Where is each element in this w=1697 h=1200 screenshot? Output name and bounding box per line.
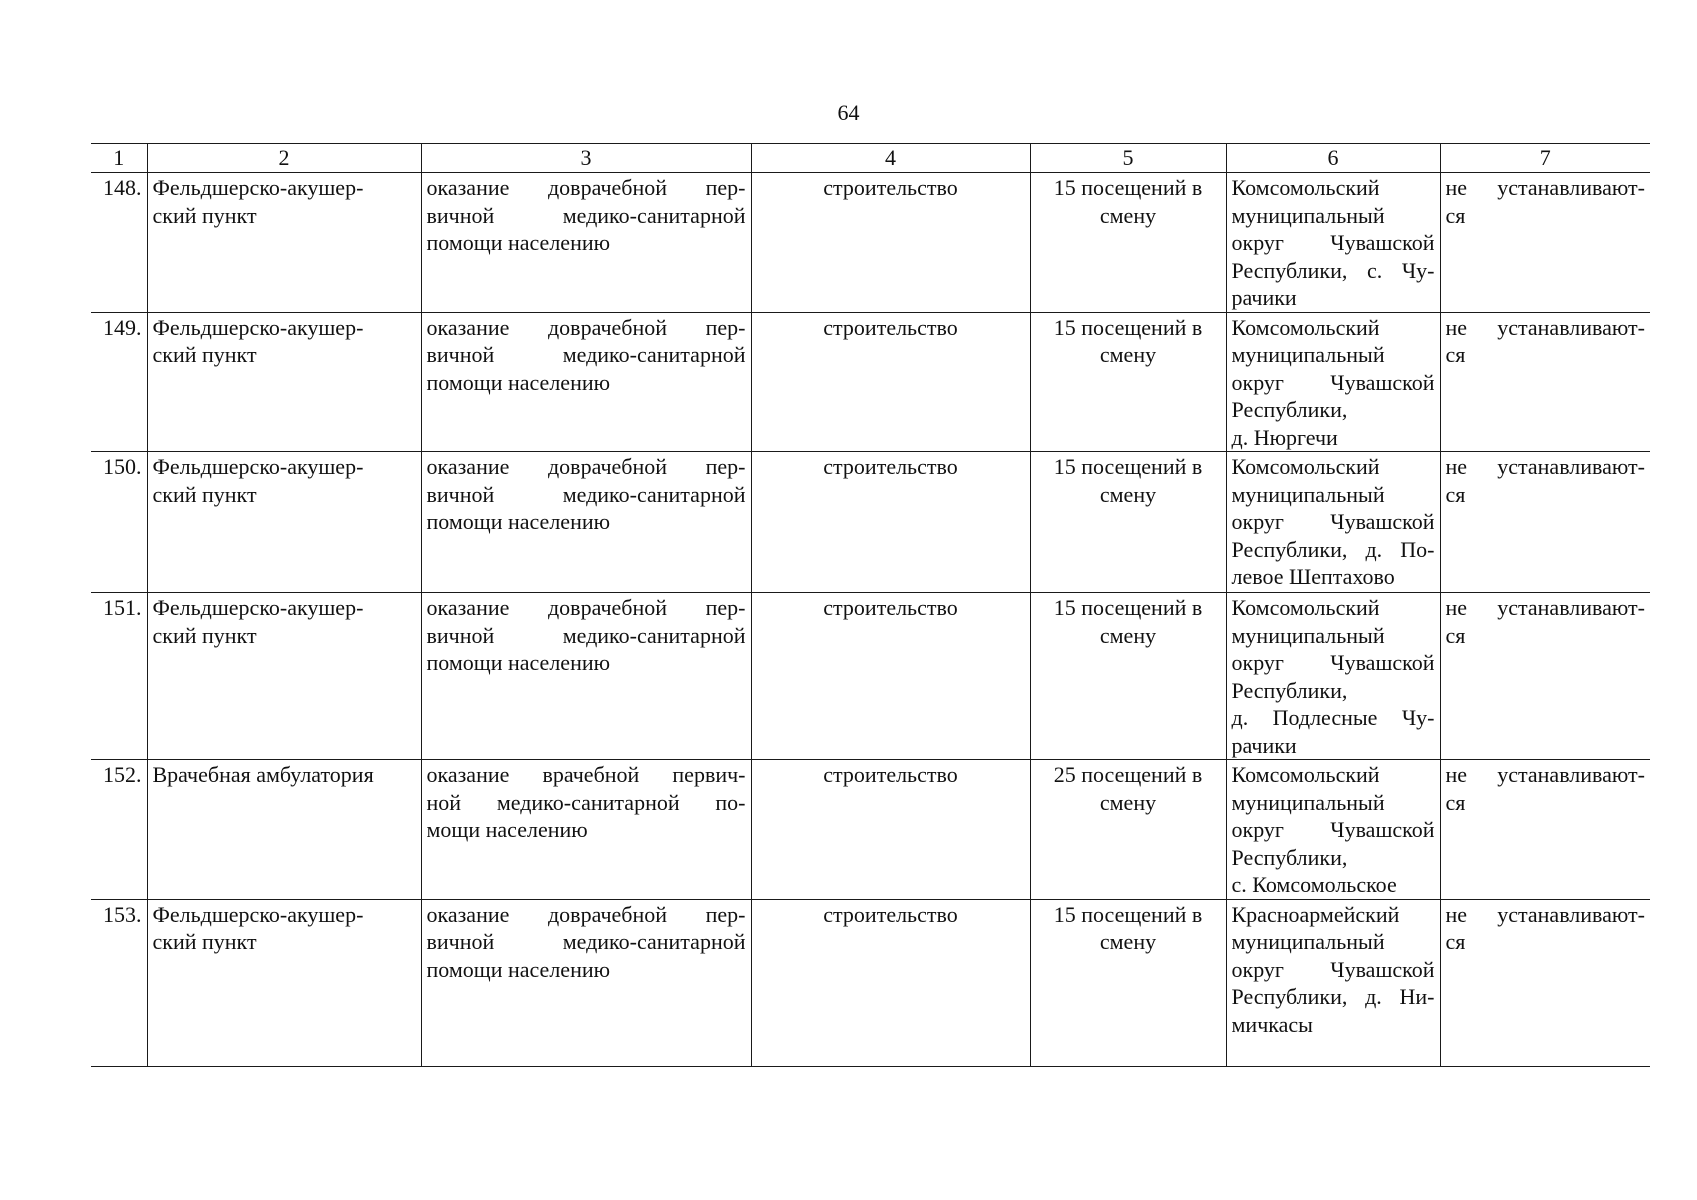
cell-line: не устанавливают-: [1445, 314, 1645, 340]
facility-purpose: [421, 173, 751, 313]
cell-line: Республики,: [1231, 677, 1348, 703]
cell-line: не устанавливают-: [1445, 762, 1645, 787]
cell-line: д. Нюргечи: [1231, 424, 1338, 450]
facility-capacity: [1030, 593, 1226, 760]
cell-line: 15 посещений в: [1053, 454, 1203, 479]
cell-line: 15 посещений в: [1053, 175, 1203, 200]
facility-name: [147, 452, 421, 593]
cell-line: помощи населению: [426, 650, 611, 675]
column-header: 5: [1030, 144, 1226, 173]
cell-line: смену: [1099, 929, 1157, 954]
cell-line: Фельдшерско-акушер-: [152, 901, 364, 927]
facility-location: [1226, 452, 1440, 593]
cell-line: ся: [1445, 481, 1466, 507]
work-type: строительство: [751, 312, 1030, 452]
table-body: [91, 173, 1650, 1067]
column-header: 6: [1226, 144, 1440, 173]
cell-line: 15 посещений в: [1053, 314, 1203, 340]
table-row: [91, 760, 1650, 900]
cell-line: вичной медико-санитарной: [426, 929, 746, 954]
cell-line: мичкасы: [1231, 1011, 1313, 1037]
facility-location: [1226, 899, 1440, 1066]
column-header: 2: [147, 144, 421, 173]
column-header: 4: [751, 144, 1030, 173]
cell-line: округ Чувашской: [1231, 650, 1435, 675]
zone-info: [1440, 899, 1650, 1066]
facility-name: [147, 760, 421, 900]
cell-line: ский пункт: [152, 929, 257, 954]
cell-line: муниципальный: [1231, 481, 1385, 507]
cell-line: оказание доврачебной пер-: [426, 175, 746, 200]
cell-line: Фельдшерско-акушер-: [152, 454, 364, 479]
zone-info: [1440, 760, 1650, 900]
facility-location: [1226, 312, 1440, 452]
cell-line: ский пункт: [152, 202, 257, 228]
cell-line: не устанавливают-: [1445, 175, 1645, 200]
cell-line: рачики: [1231, 732, 1297, 758]
cell-line: оказание доврачебной пер-: [426, 595, 746, 620]
table-row: [91, 173, 1650, 313]
cell-line: не устанавливают-: [1445, 595, 1645, 620]
cell-line: Фельдшерско-акушер-: [152, 314, 364, 340]
cell-line: левое Шептахово: [1231, 564, 1395, 589]
facility-capacity: [1030, 173, 1226, 313]
cell-line: муниципальный: [1231, 622, 1385, 648]
cell-line: вичной медико-санитарной: [426, 342, 746, 367]
cell-line: Комсомольский: [1231, 595, 1380, 620]
cell-line: оказание доврачебной пер-: [426, 454, 746, 479]
cell-line: смену: [1099, 202, 1157, 228]
cell-line: муниципальный: [1231, 929, 1385, 954]
row-number: 148.: [91, 173, 147, 313]
table-row: [91, 452, 1650, 593]
facility-purpose: [421, 760, 751, 900]
cell-line: ной медико-санитарной по-: [426, 789, 746, 815]
cell-line: не устанавливают-: [1445, 901, 1645, 927]
cell-line: округ Чувашской: [1231, 817, 1435, 842]
cell-line: с. Комсомольское: [1231, 872, 1397, 897]
row-number: 151.: [91, 593, 147, 760]
row-number: 149.: [91, 312, 147, 452]
cell-line: мощи населению: [426, 817, 588, 842]
facility-name: [147, 593, 421, 760]
row-number: 150.: [91, 452, 147, 593]
cell-line: помощи населению: [426, 509, 611, 534]
cell-line: Республики, с. Чу-: [1231, 257, 1435, 283]
row-number: 152.: [91, 760, 147, 900]
facility-capacity: [1030, 312, 1226, 452]
cell-line: ся: [1445, 202, 1466, 228]
cell-line: вичной медико-санитарной: [426, 481, 746, 507]
facility-purpose: [421, 593, 751, 760]
cell-line: смену: [1099, 789, 1157, 815]
cell-line: д. Подлесные Чу-: [1231, 705, 1435, 730]
facility-location: [1226, 593, 1440, 760]
cell-line: ся: [1445, 789, 1466, 815]
facility-location: [1226, 173, 1440, 313]
cell-line: 25 посещений в: [1053, 762, 1203, 787]
cell-line: муниципальный: [1231, 342, 1385, 367]
cell-line: Фельдшерско-акушер-: [152, 175, 364, 200]
facility-location: [1226, 760, 1440, 900]
work-type: строительство: [751, 899, 1030, 1066]
cell-line: смену: [1099, 342, 1157, 367]
facility-capacity: [1030, 452, 1226, 593]
cell-line: муниципальный: [1231, 202, 1385, 228]
cell-line: Республики,: [1231, 397, 1348, 422]
cell-line: помощи населению: [426, 369, 611, 395]
cell-line: Фельдшерско-акушер-: [152, 595, 364, 620]
facility-name: [147, 173, 421, 313]
cell-line: оказание доврачебной пер-: [426, 314, 746, 340]
cell-line: 15 посещений в: [1053, 901, 1203, 927]
cell-line: не устанавливают-: [1445, 454, 1645, 479]
cell-line: 15 посещений в: [1053, 595, 1203, 620]
work-type: строительство: [751, 452, 1030, 593]
work-type: строительство: [751, 173, 1030, 313]
page-number: 64: [837, 100, 860, 125]
cell-line: Красноармейский: [1231, 901, 1400, 927]
cell-line: помощи населению: [426, 230, 611, 255]
facility-name: [147, 899, 421, 1066]
row-number: 153.: [91, 899, 147, 1066]
cell-line: ский пункт: [152, 342, 257, 367]
zone-info: [1440, 173, 1650, 313]
cell-line: оказание доврачебной пер-: [426, 901, 746, 927]
cell-line: Комсомольский: [1231, 314, 1380, 340]
cell-line: ся: [1445, 929, 1466, 954]
cell-line: Комсомольский: [1231, 175, 1380, 200]
facility-purpose: [421, 899, 751, 1066]
cell-line: вичной медико-санитарной: [426, 202, 746, 228]
cell-line: ся: [1445, 622, 1466, 648]
table-row: [91, 312, 1650, 452]
cell-line: муниципальный: [1231, 789, 1385, 815]
cell-line: смену: [1099, 622, 1157, 648]
column-header: 3: [421, 144, 751, 173]
cell-line: Врачебная амбулатория: [152, 762, 374, 787]
table-row: [91, 899, 1650, 1066]
column-header: 7: [1440, 144, 1650, 173]
column-header: 1: [91, 144, 147, 173]
cell-line: Республики,: [1231, 844, 1348, 870]
cell-line: округ Чувашской: [1231, 956, 1435, 982]
cell-line: ся: [1445, 342, 1466, 367]
cell-line: Республики, д. Ни-: [1231, 984, 1435, 1009]
facility-capacity: [1030, 899, 1226, 1066]
cell-line: округ Чувашской: [1231, 369, 1435, 395]
zone-info: [1440, 312, 1650, 452]
cell-line: оказание врачебной первич-: [426, 762, 746, 787]
work-type: строительство: [751, 760, 1030, 900]
cell-line: Республики, д. По-: [1231, 536, 1435, 562]
table-row: [91, 593, 1650, 760]
cell-line: смену: [1099, 481, 1157, 507]
cell-line: помощи населению: [426, 956, 611, 982]
cell-line: ский пункт: [152, 622, 257, 648]
cell-line: вичной медико-санитарной: [426, 622, 746, 648]
cell-line: ский пункт: [152, 481, 257, 507]
work-type: строительство: [751, 593, 1030, 760]
facility-purpose: [421, 312, 751, 452]
zone-info: [1440, 452, 1650, 593]
facilities-table: [91, 143, 1650, 1067]
zone-info: [1440, 593, 1650, 760]
cell-line: рачики: [1231, 285, 1297, 310]
facility-capacity: [1030, 760, 1226, 900]
cell-line: Комсомольский: [1231, 454, 1380, 479]
table-header-row: [91, 144, 1650, 173]
cell-line: округ Чувашской: [1231, 509, 1435, 534]
cell-line: Комсомольский: [1231, 762, 1380, 787]
facility-name: [147, 312, 421, 452]
facility-purpose: [421, 452, 751, 593]
cell-line: округ Чувашской: [1231, 230, 1435, 255]
